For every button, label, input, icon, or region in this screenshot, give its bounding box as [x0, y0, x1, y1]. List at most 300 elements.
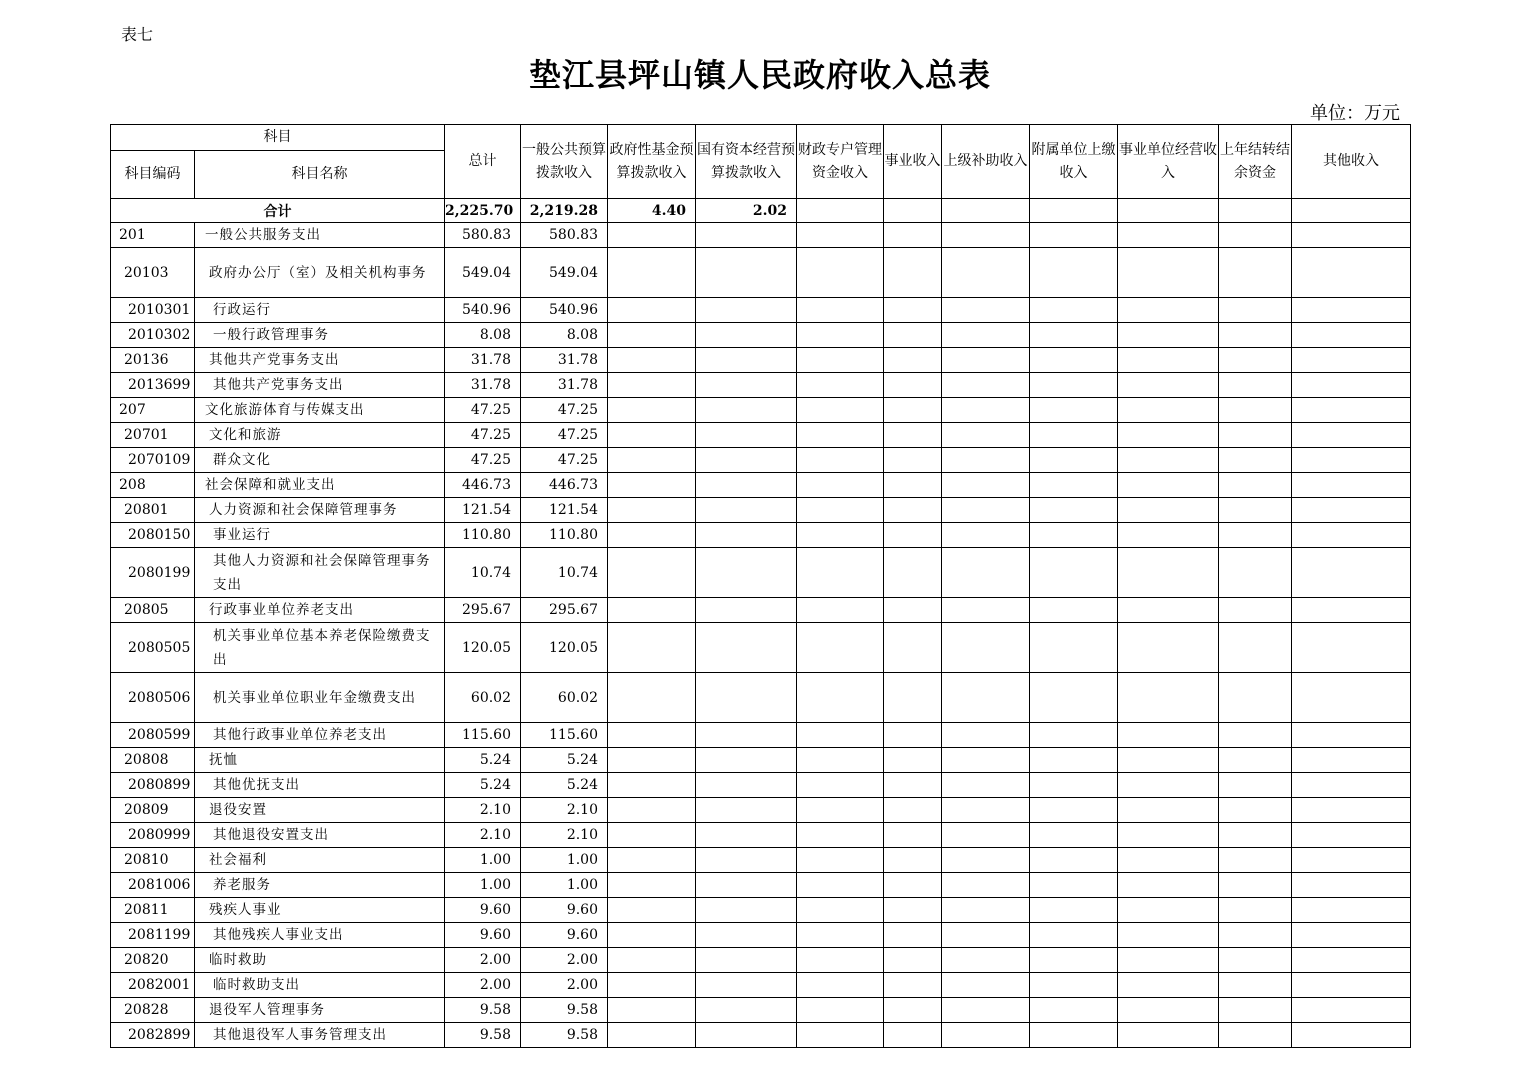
state-capital-cell [696, 473, 797, 498]
total-cell: 60.02 [445, 673, 521, 723]
subject-name: 文化旅游体育与传媒支出 [195, 398, 445, 423]
subject-code: 208 [111, 473, 195, 498]
state-capital-cell [696, 423, 797, 448]
subject-code: 2080506 [111, 673, 195, 723]
carryover-cell [1219, 973, 1292, 998]
affiliated-units-cell [1030, 498, 1118, 523]
other-income-cell [1292, 423, 1411, 448]
business-income-cell [884, 473, 942, 498]
fiscal-special-cell [797, 1023, 884, 1048]
carryover-cell [1219, 223, 1292, 248]
state-capital-cell [696, 973, 797, 998]
header-subject: 科目 [111, 125, 445, 151]
gov-fund-cell [608, 473, 696, 498]
business-income-cell [884, 423, 942, 448]
state-capital-cell [696, 773, 797, 798]
business-income-cell [884, 998, 942, 1023]
business-income-cell [884, 773, 942, 798]
table-row [111, 548, 1411, 598]
carryover-cell [1219, 548, 1292, 598]
other-income-cell [1292, 673, 1411, 723]
general-budget-cell: 110.80 [521, 523, 608, 548]
general-budget-cell: 9.60 [521, 898, 608, 923]
general-budget-cell: 8.08 [521, 323, 608, 348]
other-income-cell [1292, 373, 1411, 398]
other-income-cell [1292, 223, 1411, 248]
carryover-cell [1219, 748, 1292, 773]
other-income-cell [1292, 798, 1411, 823]
carryover-cell [1219, 398, 1292, 423]
gov-fund-cell [608, 973, 696, 998]
other-income-cell [1292, 448, 1411, 473]
other-income-cell [1292, 848, 1411, 873]
state-capital-cell [696, 448, 797, 473]
sum-row [111, 199, 1411, 223]
fiscal-special-cell [797, 523, 884, 548]
table-row [111, 673, 1411, 723]
fiscal-special-cell [797, 298, 884, 323]
header-name: 科目名称 [195, 151, 445, 199]
general-budget-cell: 540.96 [521, 298, 608, 323]
subject-name: 群众文化 [195, 448, 445, 473]
table-row [111, 873, 1411, 898]
carryover-cell [1219, 673, 1292, 723]
business-income-cell [884, 298, 942, 323]
business-income-cell [884, 898, 942, 923]
fiscal-special-cell [797, 973, 884, 998]
total-cell: 10.74 [445, 548, 521, 598]
total-cell: 5.24 [445, 773, 521, 798]
superior-subsidy-cell [942, 948, 1030, 973]
header-fiscal-special: 财政专户管理资金收入 [797, 125, 884, 199]
affiliated-units-cell [1030, 723, 1118, 748]
business-operation-cell [1118, 423, 1219, 448]
general-budget-cell: 121.54 [521, 498, 608, 523]
total-cell: 446.73 [445, 473, 521, 498]
subject-code: 2010301 [111, 298, 195, 323]
business-operation-cell [1118, 623, 1219, 673]
subject-code: 201 [111, 223, 195, 248]
table-row [111, 323, 1411, 348]
superior-subsidy-cell [942, 398, 1030, 423]
business-income-cell [884, 873, 942, 898]
fiscal-special-cell [797, 823, 884, 848]
fiscal-special-cell [797, 223, 884, 248]
header-code: 科目编码 [111, 151, 195, 199]
general-budget-cell: 47.25 [521, 448, 608, 473]
fiscal-special-cell [797, 723, 884, 748]
subject-name: 社会保障和就业支出 [195, 473, 445, 498]
superior-subsidy-cell [942, 998, 1030, 1023]
subject-name: 其他共产党事务支出 [195, 373, 445, 398]
table-row [111, 373, 1411, 398]
total-cell: 8.08 [445, 323, 521, 348]
carryover-cell [1219, 898, 1292, 923]
business-operation-cell [1118, 498, 1219, 523]
business-income-cell [884, 598, 942, 623]
state-capital-cell [696, 323, 797, 348]
total-cell: 2.10 [445, 798, 521, 823]
total-cell: 295.67 [445, 598, 521, 623]
general-budget-cell: 9.60 [521, 923, 608, 948]
subject-name: 一般行政管理事务 [195, 323, 445, 348]
gov-fund-cell [608, 498, 696, 523]
other-income-cell [1292, 948, 1411, 973]
superior-subsidy-cell [942, 248, 1030, 298]
superior-subsidy-cell [942, 973, 1030, 998]
fiscal-special-cell [797, 323, 884, 348]
other-income-cell [1292, 1023, 1411, 1048]
superior-subsidy-cell [942, 798, 1030, 823]
general-budget-cell: 47.25 [521, 423, 608, 448]
other-income-cell [1292, 548, 1411, 598]
business-operation-cell [1118, 1023, 1219, 1048]
gov-fund-cell [608, 723, 696, 748]
subject-name: 社会福利 [195, 848, 445, 873]
total-cell: 47.25 [445, 448, 521, 473]
state-capital-cell [696, 248, 797, 298]
fiscal-special-cell [797, 773, 884, 798]
fiscal-special-cell [797, 373, 884, 398]
unit-label: 单位：万元 [1310, 103, 1400, 124]
gov-fund-cell [608, 298, 696, 323]
other-income-cell [1292, 923, 1411, 948]
business-operation-cell [1118, 723, 1219, 748]
superior-subsidy-cell [942, 623, 1030, 673]
carryover-cell [1219, 723, 1292, 748]
header-business-income: 事业收入 [884, 125, 942, 199]
business-income-cell [884, 373, 942, 398]
fiscal-special-cell [797, 948, 884, 973]
subject-code: 20801 [111, 498, 195, 523]
state-capital-cell [696, 898, 797, 923]
superior-subsidy-cell [942, 723, 1030, 748]
carryover-cell [1219, 873, 1292, 898]
table-row [111, 923, 1411, 948]
carryover-cell [1219, 998, 1292, 1023]
header-carryover: 上年结转结余资金 [1219, 125, 1292, 199]
subject-code: 2080150 [111, 523, 195, 548]
business-income-cell [884, 723, 942, 748]
table-row [111, 798, 1411, 823]
gov-fund-cell [608, 998, 696, 1023]
other-income-cell [1292, 898, 1411, 923]
sum-general-budget: 2,219.28 [521, 199, 608, 223]
table-row [111, 398, 1411, 423]
subject-code: 20103 [111, 248, 195, 298]
other-income-cell [1292, 723, 1411, 748]
subject-code: 20811 [111, 898, 195, 923]
general-budget-cell: 5.24 [521, 748, 608, 773]
carryover-cell [1219, 423, 1292, 448]
business-income-cell [884, 548, 942, 598]
superior-subsidy-cell [942, 473, 1030, 498]
carryover-cell [1219, 1023, 1292, 1048]
superior-subsidy-cell [942, 448, 1030, 473]
subject-name: 机关事业单位基本养老保险缴费支出 [195, 623, 445, 673]
state-capital-cell [696, 548, 797, 598]
state-capital-cell [696, 398, 797, 423]
business-operation-cell [1118, 773, 1219, 798]
total-cell: 47.25 [445, 398, 521, 423]
business-income-cell [884, 398, 942, 423]
header-business-operation: 事业单位经营收入 [1118, 125, 1219, 199]
subject-name: 人力资源和社会保障管理事务 [195, 498, 445, 523]
sum-superior-subsidy [942, 199, 1030, 223]
fiscal-special-cell [797, 848, 884, 873]
table-row [111, 898, 1411, 923]
business-operation-cell [1118, 223, 1219, 248]
subject-code: 2013699 [111, 373, 195, 398]
business-income-cell [884, 498, 942, 523]
subject-code: 2082001 [111, 973, 195, 998]
general-budget-cell: 115.60 [521, 723, 608, 748]
table-row [111, 748, 1411, 773]
sum-affiliated-units [1030, 199, 1118, 223]
table-row [111, 623, 1411, 673]
fiscal-special-cell [797, 673, 884, 723]
subject-name: 其他人力资源和社会保障管理事务支出 [195, 548, 445, 598]
affiliated-units-cell [1030, 998, 1118, 1023]
superior-subsidy-cell [942, 773, 1030, 798]
table-row [111, 448, 1411, 473]
affiliated-units-cell [1030, 898, 1118, 923]
general-budget-cell: 2.00 [521, 948, 608, 973]
general-budget-cell: 1.00 [521, 848, 608, 873]
fiscal-special-cell [797, 398, 884, 423]
affiliated-units-cell [1030, 348, 1118, 373]
total-cell: 9.58 [445, 1023, 521, 1048]
total-cell: 47.25 [445, 423, 521, 448]
table-row [111, 1023, 1411, 1048]
gov-fund-cell [608, 248, 696, 298]
total-cell: 2.10 [445, 823, 521, 848]
other-income-cell [1292, 823, 1411, 848]
carryover-cell [1219, 823, 1292, 848]
affiliated-units-cell [1030, 623, 1118, 673]
table-row [111, 473, 1411, 498]
superior-subsidy-cell [942, 523, 1030, 548]
affiliated-units-cell [1030, 1023, 1118, 1048]
header-state-capital: 国有资本经营预算拨款收入 [696, 125, 797, 199]
fiscal-special-cell [797, 498, 884, 523]
state-capital-cell [696, 223, 797, 248]
subject-code: 2081199 [111, 923, 195, 948]
state-capital-cell [696, 998, 797, 1023]
sum-business-income [884, 199, 942, 223]
fiscal-special-cell [797, 998, 884, 1023]
business-operation-cell [1118, 798, 1219, 823]
affiliated-units-cell [1030, 523, 1118, 548]
affiliated-units-cell [1030, 948, 1118, 973]
business-income-cell [884, 673, 942, 723]
business-operation-cell [1118, 673, 1219, 723]
business-operation-cell [1118, 548, 1219, 598]
state-capital-cell [696, 498, 797, 523]
business-operation-cell [1118, 923, 1219, 948]
affiliated-units-cell [1030, 423, 1118, 448]
table-row [111, 773, 1411, 798]
general-budget-cell: 9.58 [521, 998, 608, 1023]
subject-code: 20809 [111, 798, 195, 823]
gov-fund-cell [608, 823, 696, 848]
carryover-cell [1219, 323, 1292, 348]
subject-code: 2080999 [111, 823, 195, 848]
subject-name: 退役安置 [195, 798, 445, 823]
fiscal-special-cell [797, 748, 884, 773]
gov-fund-cell [608, 773, 696, 798]
carryover-cell [1219, 448, 1292, 473]
subject-code: 20828 [111, 998, 195, 1023]
business-operation-cell [1118, 973, 1219, 998]
business-income-cell [884, 823, 942, 848]
business-income-cell [884, 1023, 942, 1048]
affiliated-units-cell [1030, 848, 1118, 873]
affiliated-units-cell [1030, 823, 1118, 848]
superior-subsidy-cell [942, 598, 1030, 623]
general-budget-cell: 580.83 [521, 223, 608, 248]
gov-fund-cell [608, 748, 696, 773]
other-income-cell [1292, 498, 1411, 523]
gov-fund-cell [608, 423, 696, 448]
gov-fund-cell [608, 873, 696, 898]
business-operation-cell [1118, 873, 1219, 898]
gov-fund-cell [608, 548, 696, 598]
total-cell: 110.80 [445, 523, 521, 548]
table-row [111, 598, 1411, 623]
state-capital-cell [696, 948, 797, 973]
business-income-cell [884, 448, 942, 473]
general-budget-cell: 549.04 [521, 248, 608, 298]
business-income-cell [884, 523, 942, 548]
total-cell: 9.60 [445, 898, 521, 923]
sum-business-operation [1118, 199, 1219, 223]
general-budget-cell: 1.00 [521, 873, 608, 898]
gov-fund-cell [608, 848, 696, 873]
subject-name: 事业运行 [195, 523, 445, 548]
gov-fund-cell [608, 623, 696, 673]
header-general-budget: 一般公共预算拨款收入 [521, 125, 608, 199]
business-operation-cell [1118, 473, 1219, 498]
other-income-cell [1292, 473, 1411, 498]
other-income-cell [1292, 248, 1411, 298]
affiliated-units-cell [1030, 748, 1118, 773]
business-operation-cell [1118, 598, 1219, 623]
other-income-cell [1292, 623, 1411, 673]
business-operation-cell [1118, 348, 1219, 373]
subject-code: 2080599 [111, 723, 195, 748]
affiliated-units-cell [1030, 798, 1118, 823]
total-cell: 9.60 [445, 923, 521, 948]
header-gov-fund: 政府性基金预算拨款收入 [608, 125, 696, 199]
sum-state-capital: 2.02 [696, 199, 797, 223]
subject-name: 行政事业单位养老支出 [195, 598, 445, 623]
total-cell: 2.00 [445, 973, 521, 998]
superior-subsidy-cell [942, 323, 1030, 348]
other-income-cell [1292, 873, 1411, 898]
subject-name: 临时救助 [195, 948, 445, 973]
superior-subsidy-cell [942, 548, 1030, 598]
subject-code: 20810 [111, 848, 195, 873]
general-budget-cell: 446.73 [521, 473, 608, 498]
affiliated-units-cell [1030, 673, 1118, 723]
business-income-cell [884, 623, 942, 673]
header-affiliated-units: 附属单位上缴收入 [1030, 125, 1118, 199]
subject-name: 文化和旅游 [195, 423, 445, 448]
gov-fund-cell [608, 523, 696, 548]
gov-fund-cell [608, 948, 696, 973]
table-row [111, 723, 1411, 748]
other-income-cell [1292, 348, 1411, 373]
fiscal-special-cell [797, 623, 884, 673]
sum-total: 2,225.70 [445, 199, 521, 223]
superior-subsidy-cell [942, 223, 1030, 248]
state-capital-cell [696, 598, 797, 623]
subject-name: 退役军人管理事务 [195, 998, 445, 1023]
table-row [111, 498, 1411, 523]
affiliated-units-cell [1030, 923, 1118, 948]
carryover-cell [1219, 248, 1292, 298]
gov-fund-cell [608, 448, 696, 473]
fiscal-special-cell [797, 873, 884, 898]
carryover-cell [1219, 473, 1292, 498]
business-income-cell [884, 973, 942, 998]
total-cell: 1.00 [445, 848, 521, 873]
affiliated-units-cell [1030, 473, 1118, 498]
state-capital-cell [696, 873, 797, 898]
subject-name: 养老服务 [195, 873, 445, 898]
total-cell: 549.04 [445, 248, 521, 298]
header-total: 总计 [445, 125, 521, 199]
fiscal-special-cell [797, 448, 884, 473]
subject-name: 临时救助支出 [195, 973, 445, 998]
state-capital-cell [696, 748, 797, 773]
table-row [111, 223, 1411, 248]
affiliated-units-cell [1030, 448, 1118, 473]
general-budget-cell: 47.25 [521, 398, 608, 423]
carryover-cell [1219, 798, 1292, 823]
carryover-cell [1219, 623, 1292, 673]
total-cell: 31.78 [445, 348, 521, 373]
sum-other-income [1292, 199, 1411, 223]
sum-gov-fund: 4.40 [608, 199, 696, 223]
subject-name: 残疾人事业 [195, 898, 445, 923]
business-operation-cell [1118, 298, 1219, 323]
table-row [111, 348, 1411, 373]
carryover-cell [1219, 948, 1292, 973]
revenue-table [110, 124, 1411, 1048]
general-budget-cell: 2.10 [521, 798, 608, 823]
carryover-cell [1219, 848, 1292, 873]
sum-label: 合计 [111, 199, 445, 223]
fiscal-special-cell [797, 248, 884, 298]
business-income-cell [884, 748, 942, 773]
table-row [111, 948, 1411, 973]
other-income-cell [1292, 973, 1411, 998]
other-income-cell [1292, 398, 1411, 423]
state-capital-cell [696, 298, 797, 323]
table-row [111, 998, 1411, 1023]
affiliated-units-cell [1030, 373, 1118, 398]
subject-code: 207 [111, 398, 195, 423]
state-capital-cell [696, 673, 797, 723]
carryover-cell [1219, 498, 1292, 523]
business-operation-cell [1118, 748, 1219, 773]
affiliated-units-cell [1030, 248, 1118, 298]
subject-code: 20808 [111, 748, 195, 773]
general-budget-cell: 60.02 [521, 673, 608, 723]
state-capital-cell [696, 723, 797, 748]
